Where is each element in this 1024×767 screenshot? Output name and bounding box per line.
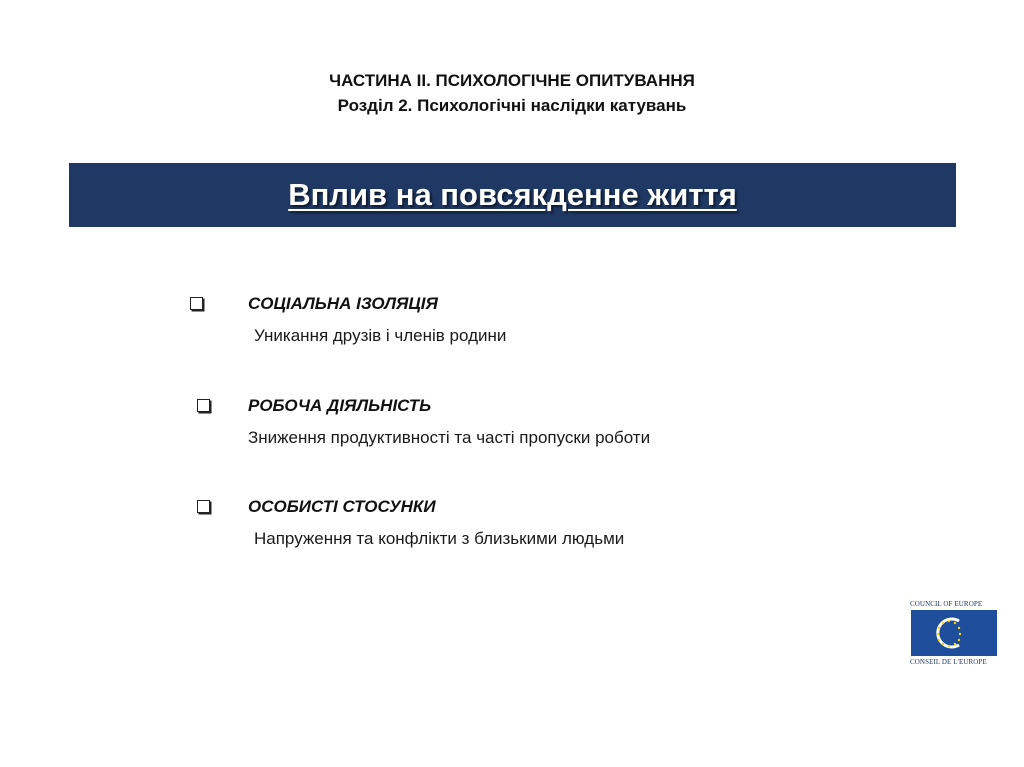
logo-emblem <box>911 610 997 656</box>
part-title: ЧАСТИНА ІІ. ПСИХОЛОГІЧНЕ ОПИТУВАННЯ <box>329 71 695 90</box>
title-banner <box>69 163 956 227</box>
logo-top-text: COUNCIL OF EUROPE <box>910 600 983 608</box>
banner-title: Вплив на повсякденне життя <box>288 177 737 212</box>
checkbox-bullet-icon <box>190 297 203 310</box>
item-description: Уникання друзів і членів родини <box>254 326 507 345</box>
slide-header <box>0 68 1024 118</box>
council-of-europe-logo <box>910 600 1000 668</box>
item-title: РОБОЧА ДІЯЛЬНІСТЬ <box>248 396 432 415</box>
item-description: Зниження продуктивності та часті пропуски роботи <box>248 428 651 447</box>
item-title: СОЦІАЛЬНА ІЗОЛЯЦІЯ <box>248 294 438 313</box>
checkbox-bullet-icon <box>197 500 210 513</box>
item-description: Напруження та конфлікти з близькими людьми <box>254 529 625 548</box>
item-title: ОСОБИСТІ СТОСУНКИ <box>248 497 436 516</box>
logo-bottom-text: CONSEIL DE L'EUROPE <box>910 658 987 666</box>
checkbox-bullet-icon <box>197 399 210 412</box>
eu-stars-c-icon <box>911 610 997 656</box>
section-title: Розділ 2. Психологічні наслідки катувань <box>337 96 687 115</box>
